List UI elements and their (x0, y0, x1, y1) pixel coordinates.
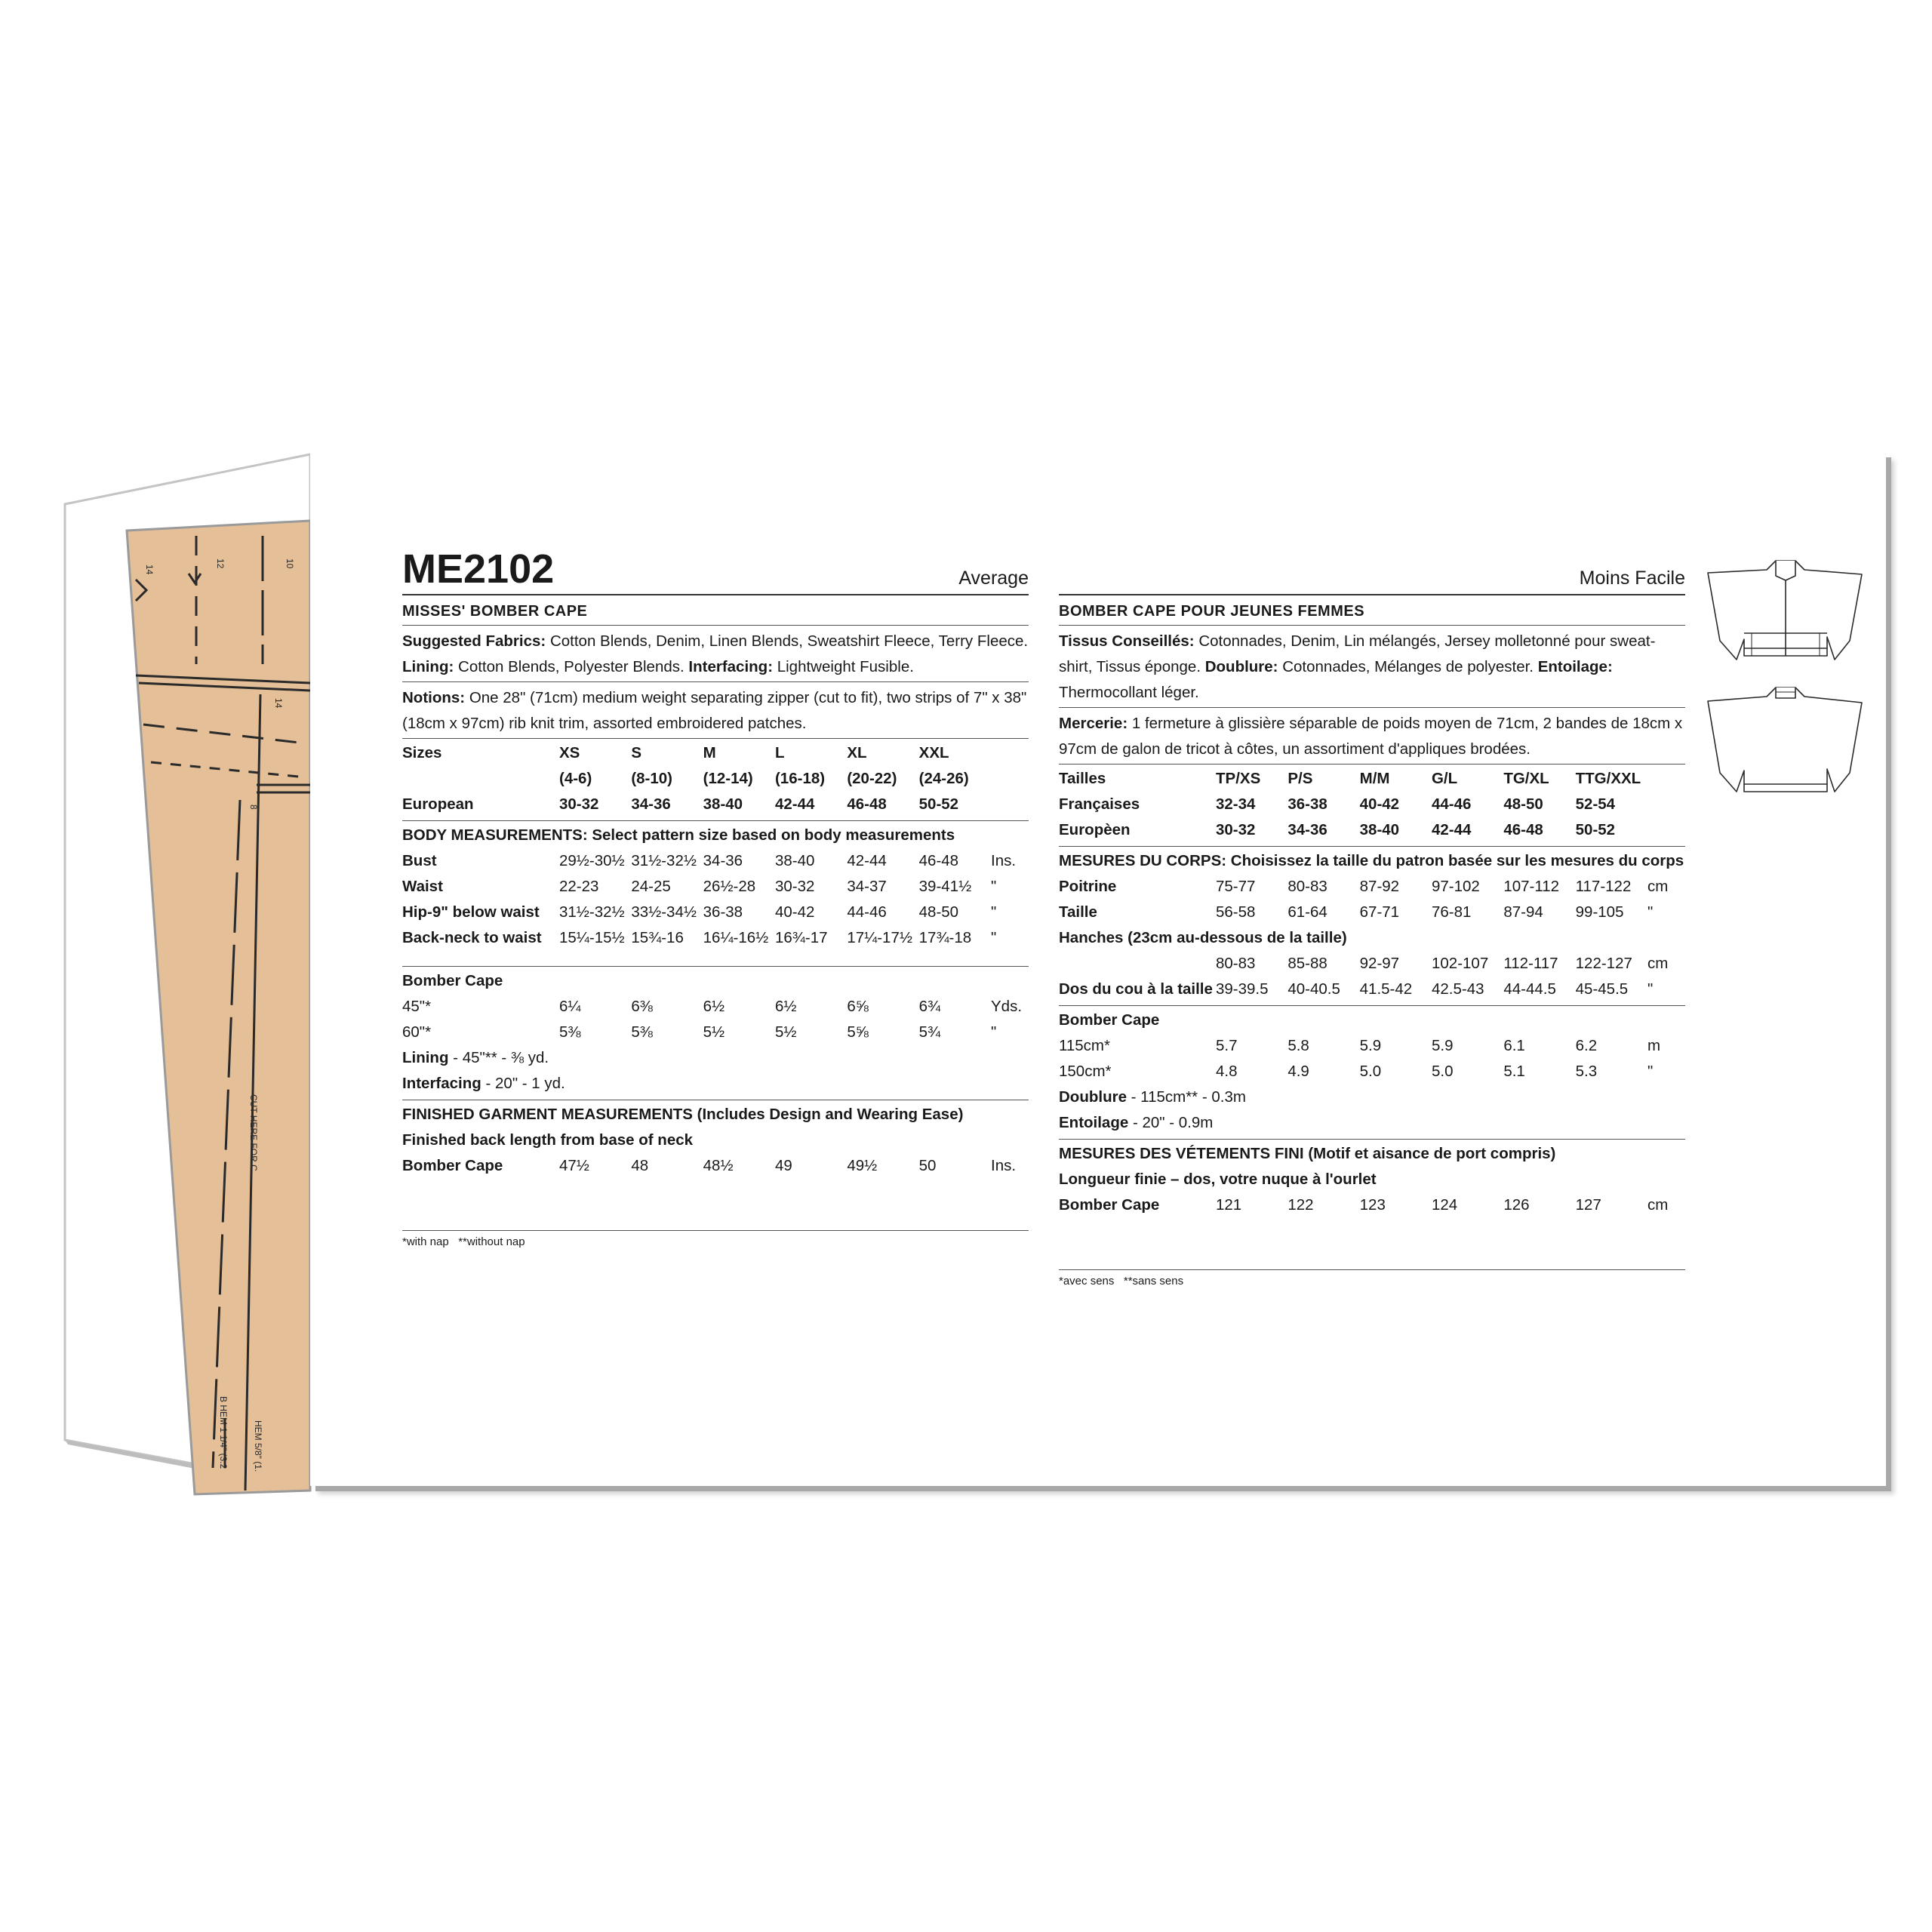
row-label: Bomber Cape (1059, 1196, 1160, 1214)
row-label: Waist (402, 878, 443, 895)
value-cell: 87-94 (1503, 903, 1543, 921)
value-cell: 6⅜ (631, 998, 653, 1015)
european-cell: 42-44 (1431, 821, 1472, 838)
value-cell: 16¾-17 (774, 929, 828, 946)
notions-fr (1059, 708, 1685, 764)
size-number-cell: 52-54 (1575, 795, 1616, 813)
dos-row (1059, 977, 1685, 1002)
size-cell: TP/XS (1216, 770, 1261, 787)
value-cell: 6½ (703, 998, 725, 1015)
european-cell: 46-48 (1503, 821, 1543, 838)
value-cell: 4.8 (1216, 1063, 1238, 1080)
size-number-cell: 44-46 (1431, 795, 1472, 813)
value-cell: 31½-32½ (559, 903, 625, 921)
finished-subtitle: Finished back length from base of neck (402, 1131, 694, 1149)
european-row (402, 792, 1029, 817)
size-number-cell: 40-42 (1359, 795, 1400, 813)
value-cell: 126 (1503, 1196, 1530, 1214)
english-header (402, 546, 1029, 595)
value-cell: 42.5-43 (1431, 980, 1484, 998)
interfacing-yardage (402, 1071, 1029, 1097)
value-cell: 22-23 (559, 878, 599, 895)
francaises-row (1059, 792, 1685, 817)
europeen-row (1059, 817, 1685, 843)
front-view-sketch (1708, 561, 1862, 660)
value-cell: 123 (1359, 1196, 1386, 1214)
european-cell: 30-32 (1216, 821, 1256, 838)
back-neck-row (402, 925, 1029, 951)
value-cell: 48-50 (918, 903, 959, 921)
value-cell: 87-92 (1359, 878, 1400, 895)
lining-text: Cotton Blends, Polyester Blends. (454, 658, 689, 675)
european-cell: 46-48 (847, 795, 887, 813)
unit-cell: m (1647, 1037, 1661, 1054)
value-cell: 29½-30½ (559, 852, 625, 869)
unit-cell: Yds. (991, 998, 1023, 1015)
lining-label: Lining: (402, 658, 454, 675)
value-cell: 38-40 (774, 852, 815, 869)
value-cell: 61-64 (1287, 903, 1327, 921)
tissue-mark-hem-58: HEM 5/8" (1. (253, 1420, 263, 1472)
envelope-back-card (310, 452, 1886, 1486)
yardage-fr (1059, 1006, 1685, 1140)
value-cell: 41.5-42 (1359, 980, 1413, 998)
tissue-mark-10: 10 (285, 558, 295, 569)
european-cell: 34-36 (631, 795, 671, 813)
notions-label: Notions: (402, 689, 466, 706)
unit-cell: " (1647, 903, 1654, 921)
body-measurements-title: BODY MEASUREMENTS: Select pattern size based on body measurements (402, 826, 955, 844)
value-cell: 124 (1431, 1196, 1458, 1214)
value-cell: 5½ (703, 1023, 725, 1041)
yardage-title-fr: Bomber Cape (1059, 1011, 1160, 1029)
value-cell: 5.9 (1359, 1037, 1382, 1054)
lining-text-fr: Cotonnades, Mélanges de polyester. (1278, 658, 1538, 675)
back-view-sketch (1708, 688, 1862, 792)
value-cell: 99-105 (1575, 903, 1624, 921)
entoilage-yardage-label: Entoilage (1059, 1114, 1129, 1131)
size-cell: TG/XL (1503, 770, 1549, 787)
european-cell: 30-32 (559, 795, 599, 813)
waist-row (402, 874, 1029, 900)
sizes-row-fr (1059, 766, 1685, 792)
value-cell: 24-25 (631, 878, 671, 895)
lining-yardage (402, 1045, 1029, 1071)
size-number-cell: (4-6) (559, 770, 592, 787)
size-chart (402, 739, 1029, 821)
value-cell: 26½-28 (703, 878, 756, 895)
value-cell: 127 (1575, 1196, 1601, 1214)
size-number-cell: (20-22) (847, 770, 897, 787)
finished-row (1059, 1192, 1685, 1218)
value-cell: 4.9 (1287, 1063, 1309, 1080)
size-cell: L (774, 744, 785, 761)
value-cell: 102-107 (1431, 955, 1489, 972)
row-label: Poitrine (1059, 878, 1117, 895)
sizes-row (402, 740, 1029, 766)
value-cell: 6¾ (918, 998, 941, 1015)
value-cell: 76-81 (1431, 903, 1472, 921)
body-measurements (402, 821, 1029, 967)
unit-cell: " (1647, 980, 1654, 998)
value-cell: 40-42 (774, 903, 815, 921)
entoilage-yardage (1059, 1110, 1685, 1136)
fabrics-text: Cotton Blends, Denim, Linen Blends, Sweatshirt Fleece, Terry Fleece. (546, 632, 1029, 650)
size-number-cell: (24-26) (918, 770, 969, 787)
value-cell: 75-77 (1216, 878, 1256, 895)
value-cell: 30-32 (774, 878, 815, 895)
unit-cell: " (991, 929, 997, 946)
size-number-cell: (16-18) (774, 770, 826, 787)
interfacing-label: Interfacing: (688, 658, 774, 675)
finished-measurements-fr (1059, 1140, 1685, 1221)
value-cell: 5.9 (1431, 1037, 1454, 1054)
suggested-fabrics (402, 626, 1029, 682)
size-number-cell: (8-10) (631, 770, 673, 787)
unit-cell: cm (1647, 878, 1669, 895)
row-label: 45"* (402, 998, 432, 1015)
row-label: 60"* (402, 1023, 432, 1041)
value-cell: 50 (918, 1157, 937, 1174)
french-header (1059, 550, 1685, 595)
value-cell: 97-102 (1431, 878, 1480, 895)
size-cell: TTG/XXL (1575, 770, 1641, 787)
value-cell: 5.8 (1287, 1037, 1309, 1054)
size-numbers-row (402, 766, 1029, 792)
difficulty-label-fr: Moins Facile (1579, 568, 1685, 589)
hanches-label-row (1059, 925, 1685, 951)
interfacing-text: Lightweight Fusible. (773, 658, 914, 675)
tissue-mark-14a: 14 (144, 565, 155, 575)
value-cell: 48½ (703, 1157, 734, 1174)
yardage-row (402, 994, 1029, 1020)
size-cell: G/L (1431, 770, 1458, 787)
size-number-cell: 32-34 (1216, 795, 1256, 813)
row-label: Taille (1059, 903, 1097, 921)
unit-cell: " (1647, 1063, 1654, 1080)
value-cell: 56-58 (1216, 903, 1256, 921)
row-label: Hip-9" below waist (402, 903, 540, 921)
value-cell: 17¾-18 (918, 929, 972, 946)
row-label: 115cm* (1059, 1037, 1110, 1054)
size-cell: XL (847, 744, 867, 761)
unit-cell: " (991, 878, 997, 895)
finished-title: FINISHED GARMENT MEASUREMENTS (Includes Design and Wearing Ease) (402, 1106, 964, 1123)
tissue-mark-cut-here: CUT HERE FOR C (248, 1094, 259, 1171)
size-number-cell: 36-38 (1287, 795, 1327, 813)
value-cell: 15¼-15½ (559, 929, 625, 946)
entoilage-yardage-text: - 20" - 0.9m (1128, 1114, 1214, 1131)
doublure-yardage-label: Doublure (1059, 1088, 1127, 1106)
yardage-row (1059, 1033, 1685, 1059)
size-chart-fr (1059, 764, 1685, 847)
unit-cell: " (991, 1023, 997, 1041)
value-cell: 80-83 (1287, 878, 1327, 895)
value-cell: 6¼ (559, 998, 581, 1015)
hanches-label: Hanches (23cm au-dessous de la taille) (1059, 929, 1347, 946)
size-number-cell: (12-14) (703, 770, 753, 787)
value-cell: 5.0 (1359, 1063, 1382, 1080)
value-cell: 44-46 (847, 903, 887, 921)
yardage-row (402, 1020, 1029, 1045)
european-cell: 50-52 (918, 795, 959, 813)
english-column (402, 546, 1029, 1248)
size-cell: M (703, 744, 716, 761)
european-label: European (402, 795, 474, 813)
yardage-row (1059, 1059, 1685, 1084)
value-cell: 6.2 (1575, 1037, 1598, 1054)
value-cell: 6⅝ (847, 998, 869, 1015)
notions-text: One 28" (71cm) medium weight separating zipper (cut to fit), two strips of 7" x 38" (18cm x 97cm) rib knit trim, assorted embroidered patches. (402, 689, 1027, 732)
tissue-mark-14b: 14 (273, 698, 284, 709)
fabrics-label-fr: Tissus Conseillés: (1059, 632, 1195, 650)
value-cell: 117-122 (1575, 878, 1632, 895)
unit-cell: " (991, 903, 997, 921)
row-label: Dos du cou à la taille (1059, 980, 1213, 998)
lining-label-fr: Doublure: (1204, 658, 1278, 675)
value-cell: 17¼-17½ (847, 929, 912, 946)
value-cell: 85-88 (1287, 955, 1327, 972)
interfacing-yardage-label: Interfacing (402, 1075, 481, 1092)
hanches-row (1059, 951, 1685, 977)
footnote-fr: *avec sens **sans sens (1059, 1275, 1184, 1287)
value-cell: 33½-34½ (631, 903, 697, 921)
value-cell: 42-44 (847, 852, 887, 869)
footnote: *with nap **without nap (402, 1235, 525, 1248)
sizes-label: Sizes (402, 744, 442, 761)
poitrine-row (1059, 874, 1685, 900)
french-column (1059, 550, 1685, 1287)
value-cell: 48 (631, 1157, 649, 1174)
garment-title: MISSES' BOMBER CAPE (402, 595, 1029, 626)
notions-label-fr: Mercerie: (1059, 715, 1128, 732)
unit-cell: Ins. (991, 1157, 1017, 1174)
value-cell: 5¾ (918, 1023, 941, 1041)
body-measurements-fr (1059, 847, 1685, 1006)
value-cell: 31½-32½ (631, 852, 697, 869)
value-cell: 67-71 (1359, 903, 1400, 921)
european-cell: 42-44 (774, 795, 815, 813)
value-cell: 49½ (847, 1157, 878, 1174)
european-cell: 34-36 (1287, 821, 1327, 838)
value-cell: 107-112 (1503, 878, 1560, 895)
tissue-mark-8: 8 (248, 804, 259, 810)
value-cell: 122 (1287, 1196, 1314, 1214)
value-cell: 122-127 (1575, 955, 1632, 972)
unit-cell: Ins. (991, 852, 1017, 869)
doublure-yardage-text: - 115cm** - 0.3m (1126, 1088, 1246, 1106)
yardage (402, 967, 1029, 1100)
value-cell: 16¼-16½ (703, 929, 769, 946)
size-cell: XS (559, 744, 580, 761)
value-cell: 5⅝ (847, 1023, 869, 1041)
body-measurements-title-fr: MESURES DU CORPS: Choisissez la taille du patron basée sur les mesures du corps (1059, 852, 1684, 869)
fabrics-label: Suggested Fabrics: (402, 632, 546, 650)
unit-cell: cm (1647, 955, 1669, 972)
finished-row (402, 1153, 1029, 1179)
unit-cell: cm (1647, 1196, 1669, 1214)
value-cell: 5⅜ (559, 1023, 581, 1041)
value-cell: 5.7 (1216, 1037, 1238, 1054)
value-cell: 5½ (774, 1023, 797, 1041)
value-cell: 47½ (559, 1157, 589, 1174)
tissue-mark-hem-b: B HEM 1 1/4" (3.2 (218, 1396, 229, 1469)
value-cell: 34-36 (703, 852, 743, 869)
value-cell: 49 (774, 1157, 792, 1174)
finished-subtitle-fr: Longueur finie – dos, votre nuque à l'ourlet (1059, 1171, 1377, 1188)
value-cell: 92-97 (1359, 955, 1400, 972)
value-cell: 5.1 (1503, 1063, 1525, 1080)
size-cell: XXL (918, 744, 949, 761)
taille-row (1059, 900, 1685, 925)
value-cell: 5.0 (1431, 1063, 1454, 1080)
value-cell: 34-37 (847, 878, 887, 895)
european-cell: 38-40 (703, 795, 743, 813)
size-cell: S (631, 744, 642, 761)
value-cell: 5.3 (1575, 1063, 1598, 1080)
lining-yardage-text: - 45"** - ⅜ yd. (448, 1049, 549, 1066)
fabrics-text-fr: Cotonnades, Denim, Lin mélangés, Jersey molletonné pour sweat-shirt, Tissus éponge. (1059, 632, 1656, 675)
european-cell: 50-52 (1575, 821, 1616, 838)
value-cell: 40-40.5 (1287, 980, 1340, 998)
size-cell: M/M (1359, 770, 1390, 787)
garment-title-fr: BOMBER CAPE POUR JEUNES FEMMES (1059, 595, 1685, 626)
finished-measurements (402, 1100, 1029, 1182)
value-cell: 44-44.5 (1503, 980, 1556, 998)
value-cell: 36-38 (703, 903, 743, 921)
tissue-mark-12: 12 (215, 558, 226, 569)
interfacing-yardage-text: - 20" - 1 yd. (481, 1075, 565, 1092)
hip-row (402, 900, 1029, 925)
sizes-label-fr: Tailles (1059, 770, 1106, 787)
value-cell: 45-45.5 (1575, 980, 1629, 998)
european-cell: 38-40 (1359, 821, 1400, 838)
value-cell: 46-48 (918, 852, 959, 869)
row-label: Back-neck to waist (402, 929, 542, 946)
europeen-label: Europèen (1059, 821, 1131, 838)
row-label: Bomber Cape (402, 1157, 503, 1174)
value-cell: 121 (1216, 1196, 1242, 1214)
value-cell: 6½ (774, 998, 797, 1015)
doublure-yardage (1059, 1084, 1685, 1110)
value-cell: 112-117 (1503, 955, 1558, 972)
garment-sketches (1706, 558, 1865, 799)
size-cell: P/S (1287, 770, 1313, 787)
suggested-fabrics-fr (1059, 626, 1685, 708)
value-cell: 15¾-16 (631, 929, 684, 946)
value-cell: 80-83 (1216, 955, 1256, 972)
value-cell: 5⅜ (631, 1023, 653, 1041)
row-label: 150cm* (1059, 1063, 1112, 1080)
interfacing-label-fr: Entoilage: (1537, 658, 1613, 675)
size-number-cell: 48-50 (1503, 795, 1543, 813)
interfacing-text-fr: Thermocollant léger. (1059, 684, 1199, 701)
yardage-title: Bomber Cape (402, 972, 503, 989)
difficulty-label: Average (958, 568, 1029, 589)
value-cell: 6.1 (1503, 1037, 1525, 1054)
row-label: Bust (402, 852, 437, 869)
value-cell: 39-41½ (918, 878, 972, 895)
bust-row (402, 848, 1029, 874)
notions-text-fr: 1 fermeture à glissière séparable de poids moyen de 71cm, 2 bandes de 18cm x 97cm de galon de tricot à côtes, un assortiment d'appliques brodées. (1059, 715, 1683, 758)
lining-yardage-label: Lining (402, 1049, 449, 1066)
francaises-label: Françaises (1059, 795, 1140, 813)
notions (402, 682, 1029, 739)
pattern-number: ME2102 (402, 546, 555, 592)
value-cell: 39-39.5 (1216, 980, 1269, 998)
finished-title-fr: MESURES DES VÉTEMENTS FINI (Motif et aisance de port compris) (1059, 1145, 1556, 1162)
